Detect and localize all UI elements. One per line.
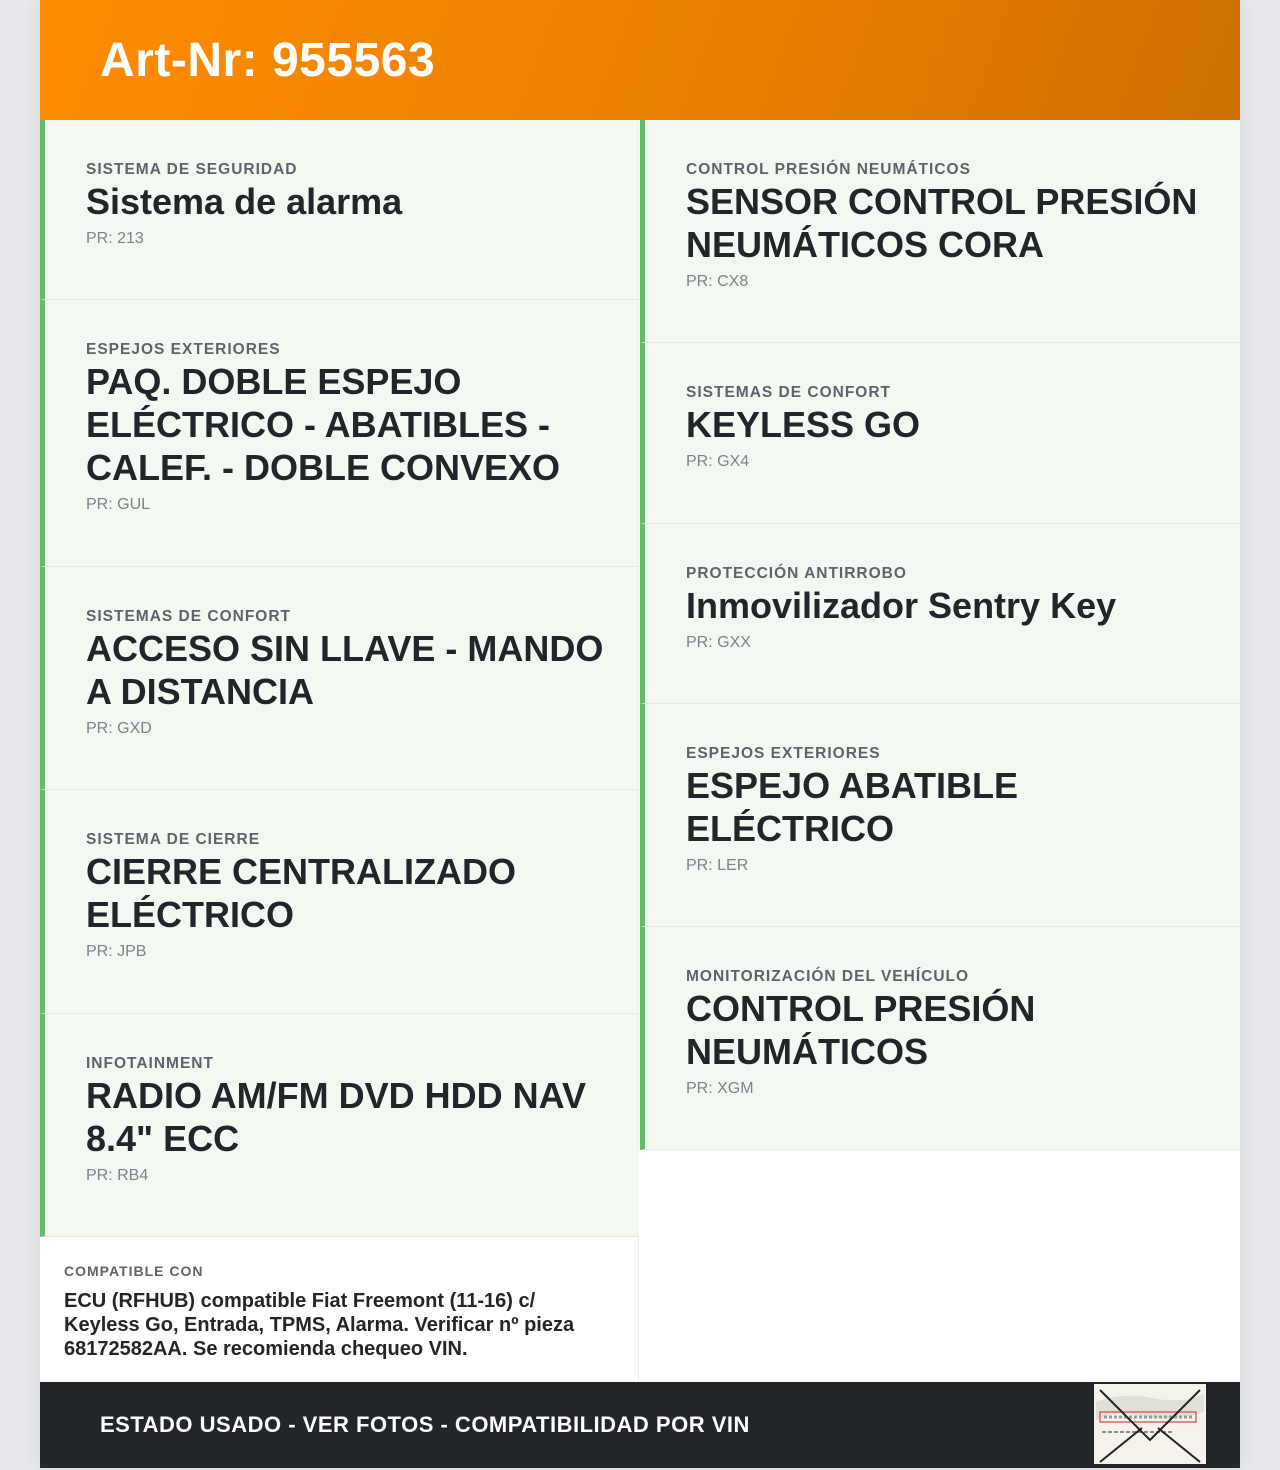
feature-title: CIERRE CENTRALIZADO ELÉCTRICO [86,851,516,935]
feature-pr-code: PR: JPB [86,943,147,960]
feature-card [640,524,1240,704]
feature-card [40,567,639,790]
feature-category: MONITORIZACIÓN DEL VEHÍCULO [686,968,970,985]
envelope-stamp-icon [1092,1382,1208,1466]
feature-title: PAQ. DOBLE ESPEJO ELÉCTRICO - ABATIBLES - CALEF. - DOBLE CONVEXO [86,361,561,488]
compatibility-label: COMPATIBLE CON [64,1263,204,1279]
feature-pr-code: PR: GXX [686,634,751,651]
compatibility-text: ECU (RFHUB) compatible Fiat Freemont (11-16) c/ Keyless Go, Entrada, TPMS, Alarma. Verificar nº pieza 68172582AA. Se recomienda chequeo VIN. [64,1290,575,1360]
feature-card [640,343,1240,524]
feature-title: SENSOR CONTROL PRESIÓN NEUMÁTICOS CORA [686,181,1198,265]
feature-pr-code: PR: LER [686,857,749,874]
features-column-right [640,120,1240,1150]
feature-card [640,120,1240,343]
feature-category: SISTEMA DE SEGURIDAD [86,161,298,178]
feature-title: KEYLESS GO [686,404,921,445]
feature-card [40,120,639,300]
page-footer [40,1382,1240,1468]
feature-card [40,790,639,1014]
compatibility-box [40,1237,639,1382]
features-column-left [40,120,639,1237]
feature-category: SISTEMAS DE CONFORT [86,608,292,625]
feature-pr-code: PR: GUL [86,496,151,513]
feature-pr-code: PR: CX8 [686,273,749,290]
feature-pr-code: PR: 213 [86,230,144,247]
feature-category: CONTROL PRESIÓN NEUMÁTICOS [686,161,971,178]
feature-category: ESPEJOS EXTERIORES [686,745,881,762]
page-header [40,0,1240,120]
feature-pr-code: PR: XGM [686,1080,754,1097]
feature-card [640,704,1240,927]
feature-category: SISTEMA DE CIERRE [86,831,261,848]
feature-category: ESPEJOS EXTERIORES [86,341,281,358]
feature-card [40,1014,639,1237]
article-number-title: Art-Nr: 955563 [100,33,436,87]
feature-category: SISTEMAS DE CONFORT [686,384,892,401]
feature-card [40,300,639,567]
feature-title: ACCESO SIN LLAVE - MANDO A DISTANCIA [86,628,604,712]
feature-card [640,927,1240,1150]
footer-status-text: ESTADO USADO - VER FOTOS - COMPATIBILIDAD POR VIN [100,1412,750,1437]
feature-title: Inmovilizador Sentry Key [686,585,1117,626]
feature-title: Sistema de alarma [86,181,403,222]
feature-category: PROTECCIÓN ANTIRROBO [686,565,907,582]
feature-title: RADIO AM/FM DVD HDD NAV 8.4" ECC [86,1075,586,1159]
product-sheet [40,0,1240,1468]
feature-pr-code: PR: RB4 [86,1167,149,1184]
features-grid [40,120,1240,1382]
feature-title: CONTROL PRESIÓN NEUMÁTICOS [686,988,1036,1072]
feature-pr-code: PR: GXD [86,720,152,737]
feature-title: ESPEJO ABATIBLE ELÉCTRICO [686,765,1019,849]
feature-pr-code: PR: GX4 [686,453,750,470]
feature-category: INFOTAINMENT [86,1055,214,1072]
